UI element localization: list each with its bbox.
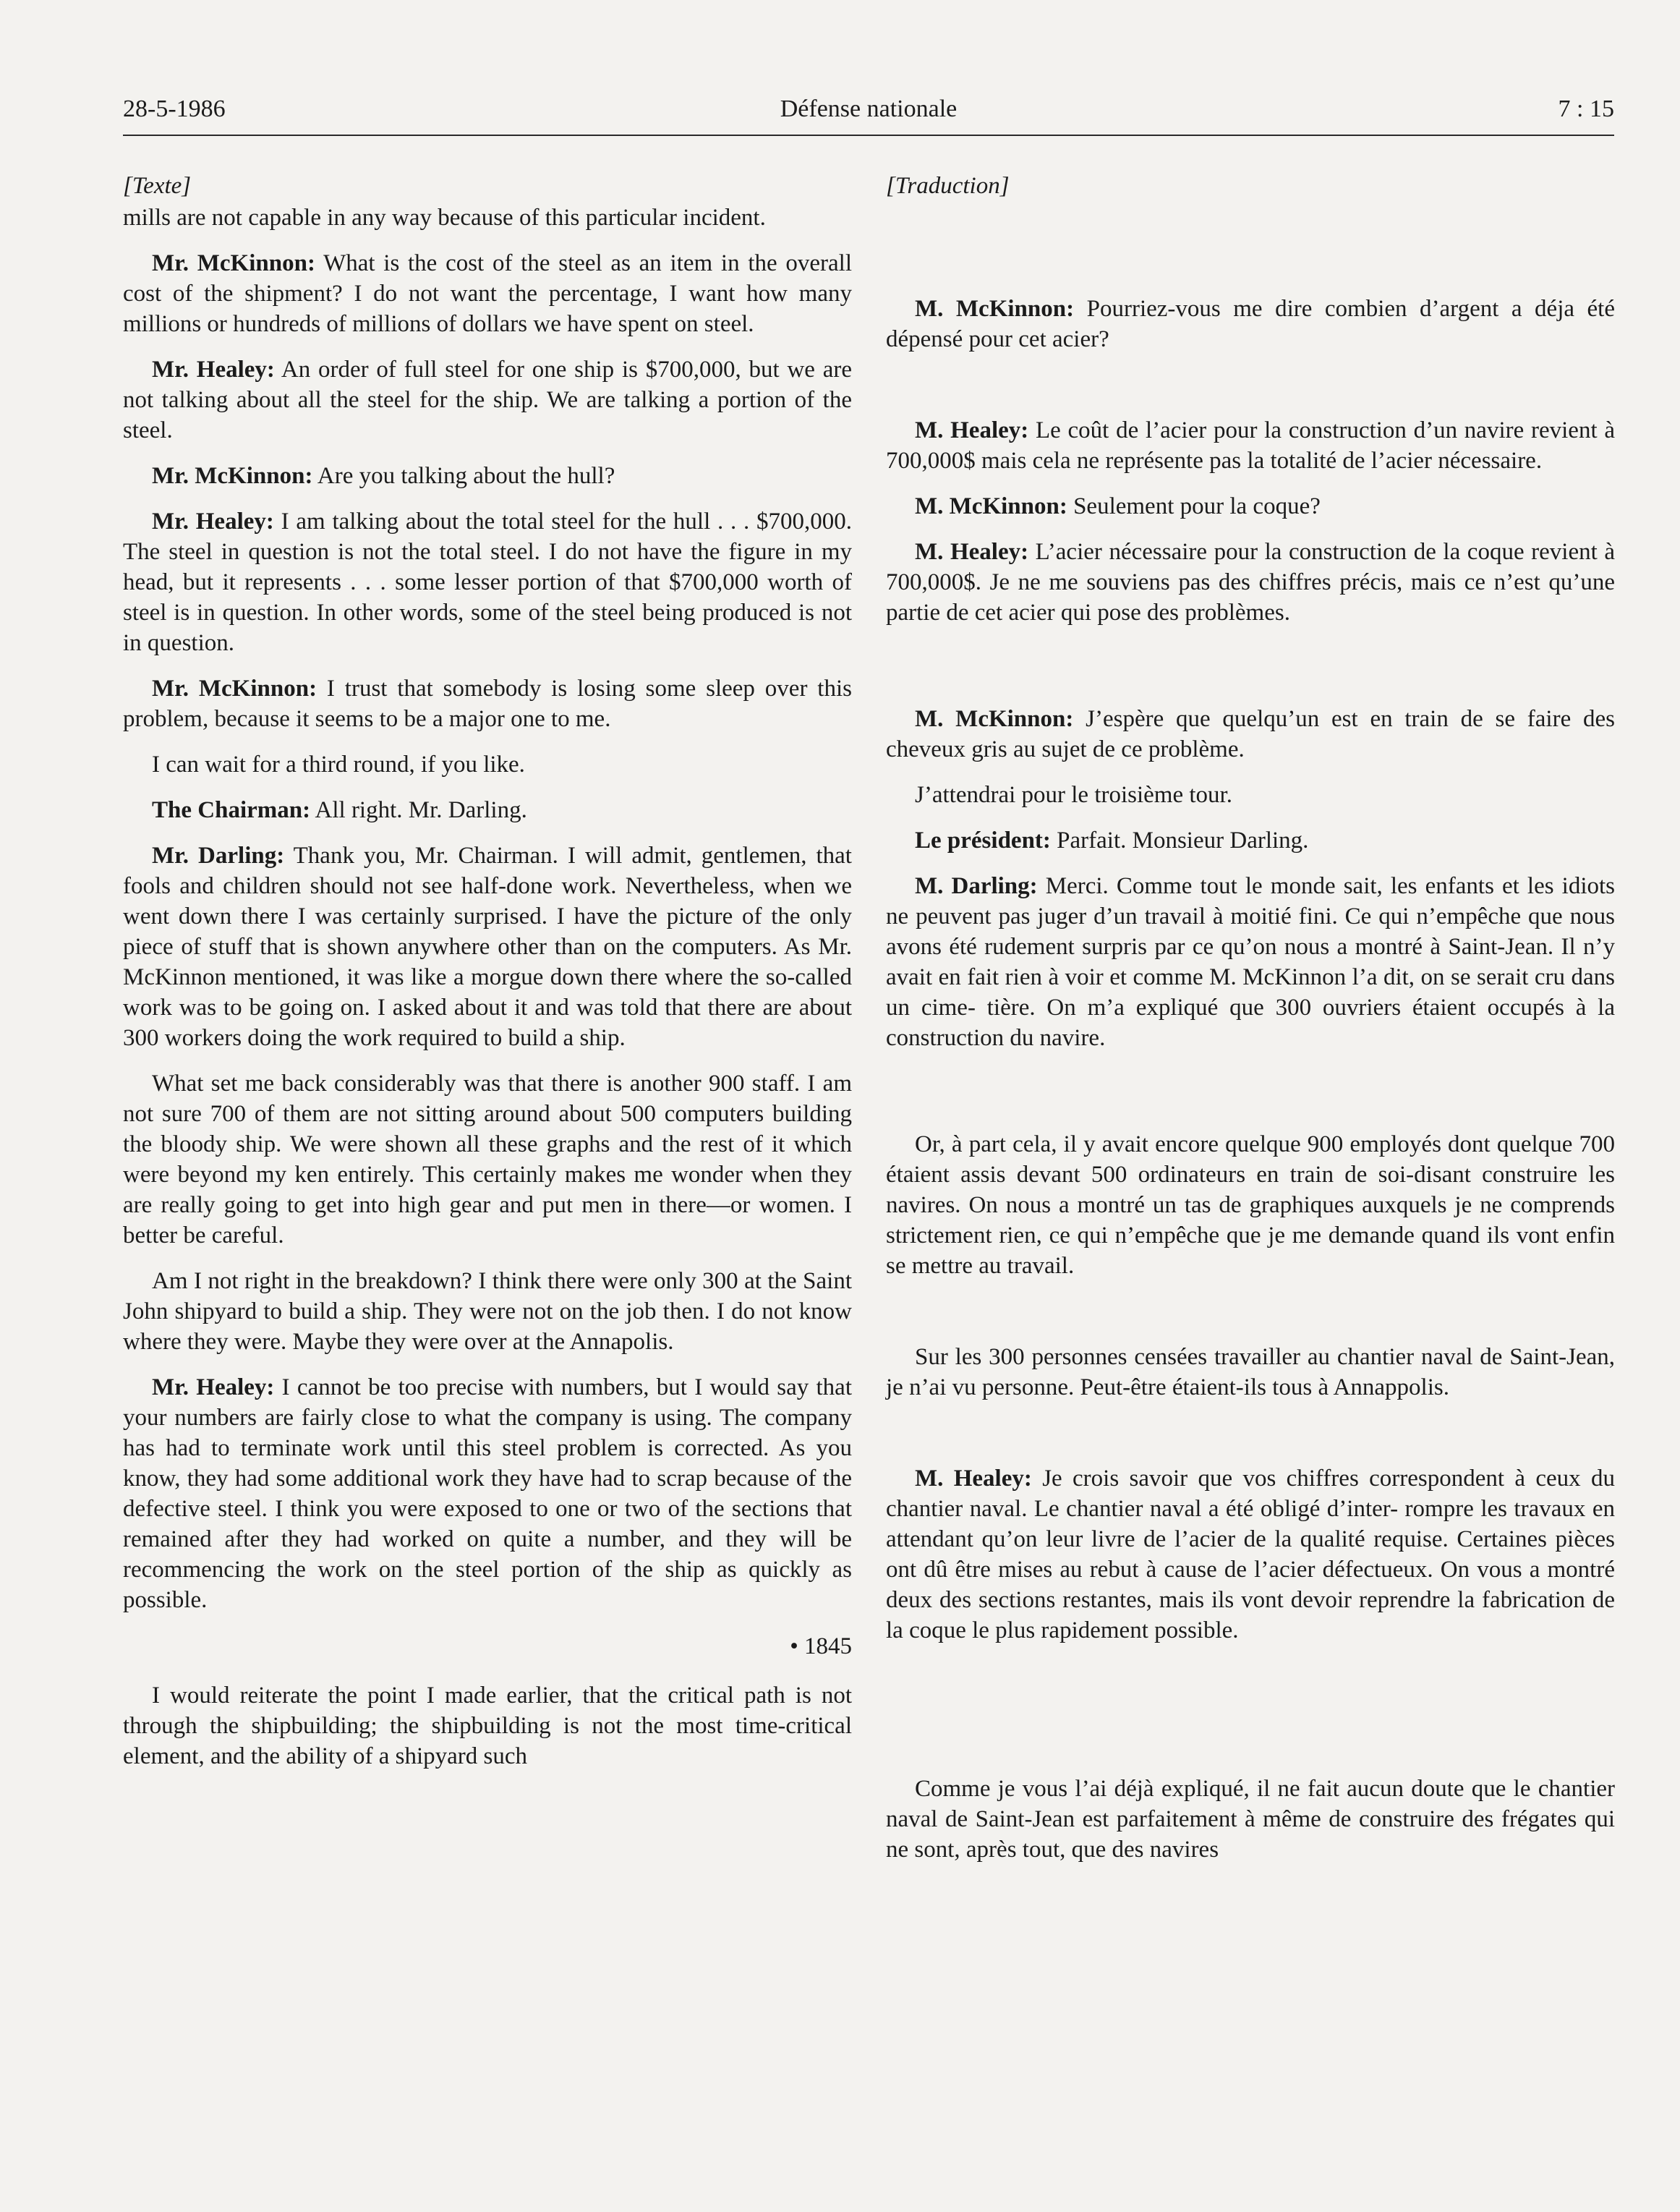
page-header	[123, 94, 1614, 136]
speaker-name: Le président:	[915, 828, 1051, 854]
paragraph	[886, 871, 1615, 1053]
paragraph: Sur les 300 personnes censées travailler au chantier naval de Saint-Jean, je n’ai vu personne. Peut-être étaient-ils tous à Annappolis.	[886, 1344, 1615, 1400]
paragraph: I would reiterate the point I made earlier, that the critical path is not through the shipbuilding; the shipbuilding is not the most time-critical element, and the ability of a shipyard such	[123, 1683, 852, 1769]
speech-text: Are you talking about the hull?	[312, 463, 615, 489]
speaker-name: M. Healey:	[915, 539, 1029, 565]
speaker-name: Mr. McKinnon:	[152, 250, 315, 276]
speech-text: L’acier nécessaire pour la construction de la coque revient à 700,000$. Je ne me souviens pas des chiffres précis, mais ce n’est qu’une partie de cet acier qui pose des problèmes.	[886, 539, 1615, 626]
speaker-name: M. Healey:	[915, 1466, 1032, 1492]
speech-text: Parfait. Monsieur Darling.	[1050, 828, 1309, 854]
speaker-name: M. McKinnon:	[915, 296, 1075, 322]
speaker-name: Mr. McKinnon:	[152, 676, 317, 702]
speech-text: I cannot be too precise with numbers, but I would say that your numbers are fairly close to what the company is using. The company has had to terminate work until this steel problem is corrected. As you know, they had some additional work they have had to scrap because of the defective steel. I think you were exposed to one or two of the sections that remained after they had worked on quite a number, and they will be recommencing the work on the steel portion of the ship as quickly as possible.	[123, 1374, 852, 1613]
paragraph	[123, 841, 852, 1053]
speaker-name: M. McKinnon:	[915, 493, 1067, 519]
speaker-name: The Chairman:	[152, 797, 311, 823]
speaker-name: M. Darling:	[915, 873, 1038, 899]
paragraph	[886, 415, 1615, 476]
speaker-name: Mr. Darling:	[152, 843, 285, 869]
speech-text: Le coût de l’acier pour la construction d’un navire revient à 700,000$ mais cela ne représente pas la totalité de l’acier nécessaire.	[886, 417, 1615, 474]
language-tag-french: [Traduction]	[886, 173, 1010, 199]
speech-text: Seulement pour la coque?	[1067, 493, 1321, 519]
speaker-name: Mr. McKinnon:	[152, 463, 313, 489]
time-marker: • 1845	[790, 1633, 852, 1659]
language-tag-text: Traduction	[895, 173, 1000, 199]
paragraph: Or, à part cela, il y avait encore quelque 900 employés dont quelque 700 étaient assis devant 500 ordinateurs en train de soi-disant construire les navires. On nous a montré un tas de graphiques auxquels je ne comprends strictement rien, ce qui n’empêche que je me demande quand ils vont enfin se mettre au travail.	[886, 1131, 1615, 1279]
speaker-name: M. Healey:	[915, 417, 1029, 443]
speech-text: J’espère que quelqu’un est en train de se faire des cheveux gris au sujet de ce problème.	[886, 706, 1616, 762]
paragraph: Comme je vous l’ai déjà expliqué, il ne fait aucun doute que le chantier naval de Saint-Jean est parfaitement à même de construire des frégates qui ne sont, après tout, que des navires	[886, 1776, 1615, 1863]
speech-text: An order of full steel for one ship is $700,000, but we are not talking about all the steel for the ship. We are talking a portion of the steel.	[123, 357, 852, 443]
paragraph	[886, 537, 1615, 628]
language-tag-text: Texte	[132, 173, 182, 199]
speaker-name: Mr. Healey:	[152, 357, 275, 383]
speech-text: I trust that somebody is losing some sleep over this problem, because it seems to be a major one to me.	[123, 676, 852, 732]
header-date: 28-5-1986	[123, 95, 226, 122]
paragraph	[886, 1463, 1615, 1646]
header-title: Défense nationale	[780, 95, 958, 122]
speech-text: All right. Mr. Darling.	[310, 797, 527, 823]
paragraph	[123, 673, 852, 734]
paragraph	[123, 506, 852, 658]
paragraph	[123, 354, 852, 446]
paragraph	[123, 795, 852, 825]
speech-text: Merci. Comme tout le monde sait, les enfants et les idiots ne peuvent pas juger d’un travail à moitié fini. Ce qui n’empêche que nous avons été rudement surpris par ce qu’on nous a montré à Saint-Jean. Il n’y avait en fait rien à voir et comme M. McKinnon l’a dit, on se serait cru dans un cime- tière. On m’a expliqué que 300 ouvriers étaient occupés à la construction du navire.	[886, 873, 1615, 1051]
speech-text: I am talking about the total steel for the hull . . . $700,000. The steel in question is not the total steel. I do not have the figure in my head, but it represents . . . some lesser portion of that $700,000 worth of steel is in question. In other words, some of the steel being produced is not in question.	[123, 509, 852, 656]
french-column	[886, 171, 1615, 1880]
speaker-name: Mr. Healey:	[152, 1374, 275, 1400]
language-tag-english: [Texte]	[123, 173, 192, 199]
paragraph	[123, 1372, 852, 1615]
paragraph	[886, 704, 1615, 765]
english-column	[123, 171, 852, 1787]
speech-text: What is the cost of the steel as an item in the overall cost of the shipment? I do not want the percentage, I want how many millions or hundreds of millions of dollars we have spent on steel.	[123, 250, 852, 337]
paragraph: J’attendrai pour le troisième tour.	[915, 782, 1232, 808]
paragraph-continued: mills are not capable in any way because of this particular incident.	[123, 205, 766, 231]
paragraph	[123, 461, 852, 491]
paragraph: Am I not right in the breakdown? I think there were only 300 at the Saint John shipyard to build a ship. They were not on the job then. I do not know where they were. Maybe they were over at the Annapolis.	[123, 1268, 852, 1355]
paragraph	[886, 491, 1615, 522]
header-page-number: 7 : 15	[1558, 95, 1614, 122]
paragraph	[886, 825, 1615, 856]
speech-text: Pourriez-vous me dire combien d’argent a déja été dépensé pour cet acier?	[886, 296, 1615, 352]
paragraph	[123, 248, 852, 339]
paragraph	[886, 294, 1615, 354]
speech-text: Thank you, Mr. Chairman. I will admit, gentlemen, that fools and children should not see half-done work. Nevertheless, when we went down there I was certainly surprised. I have the picture of the only piece of stuff that is shown anywhere other than on the computers. As Mr. McKinnon mentioned, it was like a morgue down there where the so-called work was to be going on. I asked about it and was told that there are about 300 workers doing the work required to build a ship.	[123, 843, 852, 1051]
speaker-name: Mr. Healey:	[152, 509, 274, 535]
speech-text: Je crois savoir que vos chiffres correspondent à ceux du chantier naval. Le chantier naval a été obligé d’inter- rompre les travaux en attendant qu’on leur livre de l’acier de la qualité requise. Certaines pièces ont dû être mises au rebut à cause de l’acier défectueux. On vous a montré deux des sections restantes, mais ils vont devoir reprendre la fabrication de la coque le plus rapidement possible.	[886, 1466, 1615, 1643]
paragraph: I can wait for a third round, if you like.	[152, 752, 525, 778]
speaker-name: M. McKinnon:	[915, 706, 1074, 732]
paragraph: What set me back considerably was that there is another 900 staff. I am not sure 700 of them are not sitting around about 500 computers building the bloody ship. We were shown all these graphs and the rest of it which were beyond my ken entirely. This certainly makes me wonder when they are really going to get into high gear and put men in there—or women. I better be careful.	[123, 1071, 852, 1248]
